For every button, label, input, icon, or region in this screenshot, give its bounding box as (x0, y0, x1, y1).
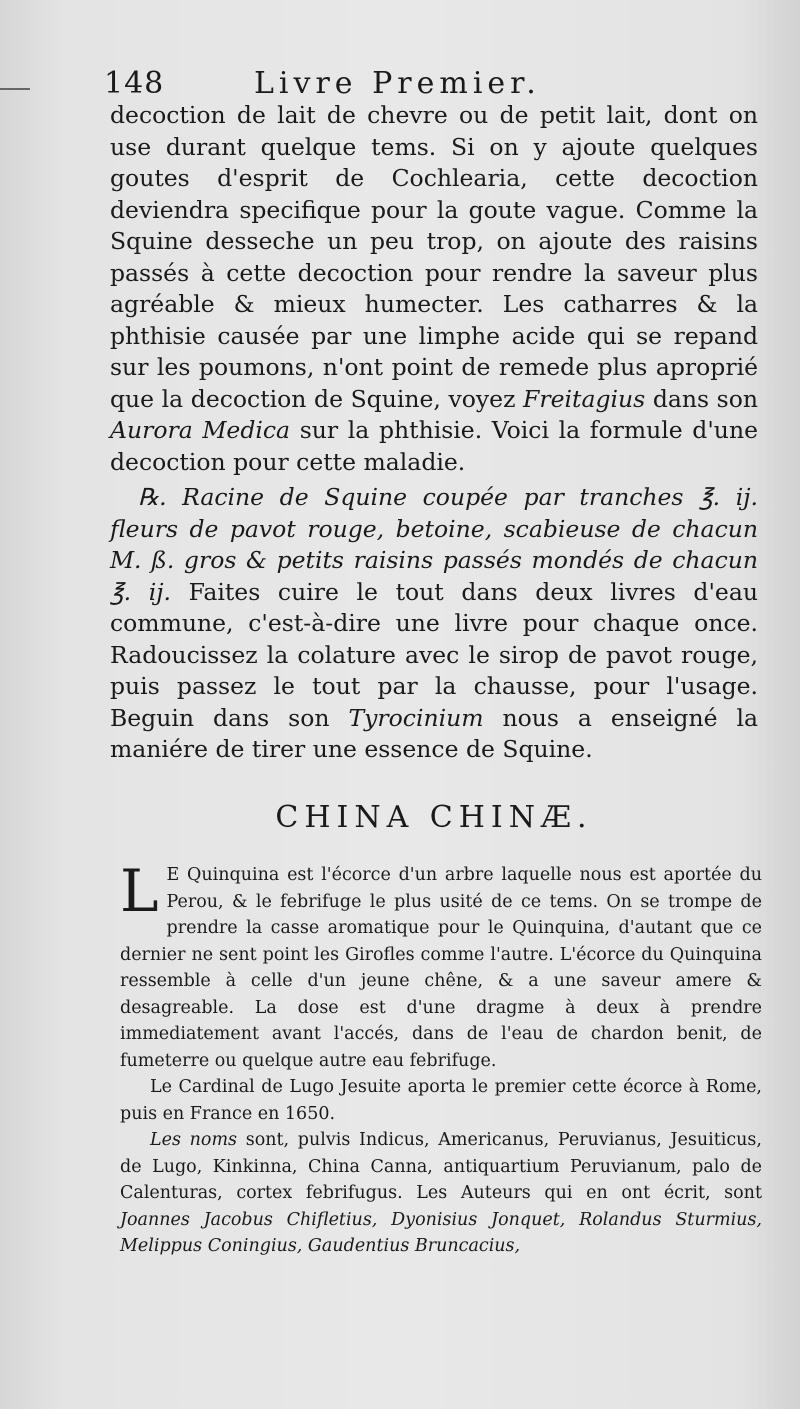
main-text (110, 100, 758, 766)
paragraph-text: decoction de lait de chevre ou de petit lait, dont on use durant quelque tems. Si on y ajoute quelques goutes d'esprit de Cochlearia, cette decoction deviendra specifique pour la goute vague. Comme la Squine desseche un peu trop, on ajoute des raisins passés à cette decoction pour rendre la saveur plus agréable & mieux humecter. Les catharres & la phthisie causée par une limphe acide qui se repand sur les poumons, n'ont point de remede plus aproprié que la decoction de Squine, voyez (110, 101, 758, 413)
paragraph (110, 100, 758, 478)
author-list: Joannes Jacobus Chifletius, Dyonisius Jonquet, Rolandus Sturmius, Melippus Coningius, Gaudentius Bruncacius, (120, 1209, 762, 1256)
paragraph-text: Faites cuire le tout dans deux livres d'eau commune, c'est-à-dire une livre pour chaque once. Radoucissez la colature avec le sirop de pavot rouge, puis passez le tout par la chausse, pour l'usage. Beguin dans son (110, 577, 758, 732)
paragraph: Le Cardinal de Lugo Jesuite aporta le premier cette écorce à Rome, puis en France en 1650. (120, 1077, 762, 1124)
paragraph-text: sont, pulvis Indicus, Americanus, Peruvianus, Jesuiticus, de Lugo, Kinkinna, China Canna, antiquartium Peruvianum, palo de Calenturas, cortex febrifugus. Les Auteurs qui en ont écrit, sont (120, 1130, 762, 1203)
book-title: Aurora Medica (110, 416, 291, 444)
recipe-paragraph (110, 482, 758, 766)
paragraph (120, 857, 762, 1074)
paragraph-text: sur la phthisie. Voici la formule d'une decoction pour cette maladie. (110, 416, 758, 476)
section-heading: CHINA CHINÆ. (275, 800, 593, 835)
author-name: Freitagius (523, 384, 646, 413)
page-number: 148 (104, 66, 165, 101)
margin-mark (0, 88, 30, 90)
running-title: Livre Premier. (254, 66, 541, 101)
paragraph-text: dans son (652, 384, 758, 413)
paragraph (120, 1127, 762, 1260)
paragraph-text: E Quinquina est l'écorce d'un arbre laquelle nous est aportée du Perou, & le febrifuge le plus usité de ce tems. On se trompe de prendre la casse aromatique pour le Quinquina, d'autant que ce dernier ne sent point les Girofles comme l'autre. L'écorce du Quinquina ressemble à celle d'un jeune chêne, & a une saveur amere & desagreable. La dose est d'une dragme à deux à prendre immediatement avant l'accés, dans de l'eau de chardon benit, de fumeterre ou quelque autre eau febrifuge. (120, 865, 762, 1071)
running-header (104, 66, 750, 102)
recipe-text: ℞. Racine de Squine coupée par tranches ℥. ij. fleurs de pavot rouge, betoine, scabieuse de chacun M. ß. gros & petits raisins passés mondés de chacun ℥. ij. (110, 483, 758, 606)
paragraph-text: nous a enseigné la maniére de tirer une essence de Squine. (110, 703, 758, 763)
section-text (120, 857, 762, 1260)
lead-phrase: Les noms (150, 1130, 238, 1150)
drop-cap: L (120, 857, 159, 925)
book-title: Tyrocinium (348, 703, 484, 732)
